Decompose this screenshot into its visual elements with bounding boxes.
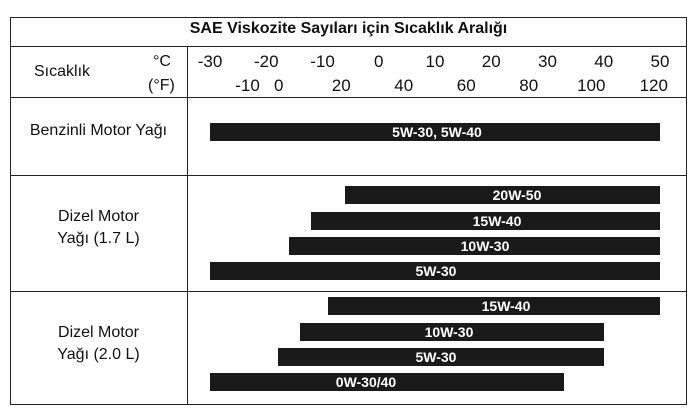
row-label-line: Dizel Motor [58,324,139,341]
fahrenheit-tick-label: 80 [519,76,539,95]
bar-label: 5W-30 [415,349,457,365]
celsius-tick-label: 50 [650,52,670,71]
label-column-divider [187,46,188,405]
fahrenheit-tick-label: 40 [394,76,414,95]
row-label [10,206,187,250]
bar-label: 15W-40 [481,298,531,314]
fahrenheit-tick-label: 20 [331,76,351,95]
fahrenheit-tick-label: -10 [235,76,260,95]
chart-title: SAE Viskozite Sayıları için Sıcaklık Aralığı [189,20,508,37]
bar-label: 20W-50 [492,187,542,203]
row-label [10,120,187,142]
bar-label: 5W-30, 5W-40 [392,124,482,140]
unit-celsius: °C [153,53,171,70]
fahrenheit-tick-label: 120 [639,76,668,95]
row-label [10,322,187,366]
row-label-line: Yağı (2.0 L) [57,346,140,363]
bar-label: 0W-30/40 [335,374,397,390]
celsius-tick-label: 40 [594,52,614,71]
celsius-tick-label: 30 [538,52,557,71]
celsius-tick-label: -10 [310,52,335,71]
fahrenheit-tick-label: 100 [577,76,606,95]
row-label-line: Benzinli Motor Yağı [29,122,168,139]
header-divider [10,97,687,98]
axis-label-temperature: Sıcaklık [34,63,91,80]
celsius-tick-label: -30 [197,52,223,71]
celsius-tick-label: -20 [253,52,279,71]
unit-fahrenheit: (°F) [148,77,175,94]
group-divider-2 [10,291,687,292]
fahrenheit-tick-label: 60 [456,76,476,95]
bar-label: 10W-30 [460,238,510,254]
title-divider [10,46,687,47]
celsius-tick-label: 10 [425,52,445,71]
fahrenheit-tick-label: 0 [274,76,284,95]
row-label-line: Dizel Motor [58,208,139,225]
bar-label: 10W-30 [424,324,474,340]
row-label-line: Yağı (1.7 L) [57,230,140,247]
celsius-tick-label: 20 [481,52,501,71]
celsius-tick-label: 0 [374,52,384,71]
bar-label: 15W-40 [472,213,522,229]
bar-label: 5W-30 [415,263,457,279]
group-divider-1 [10,175,687,176]
